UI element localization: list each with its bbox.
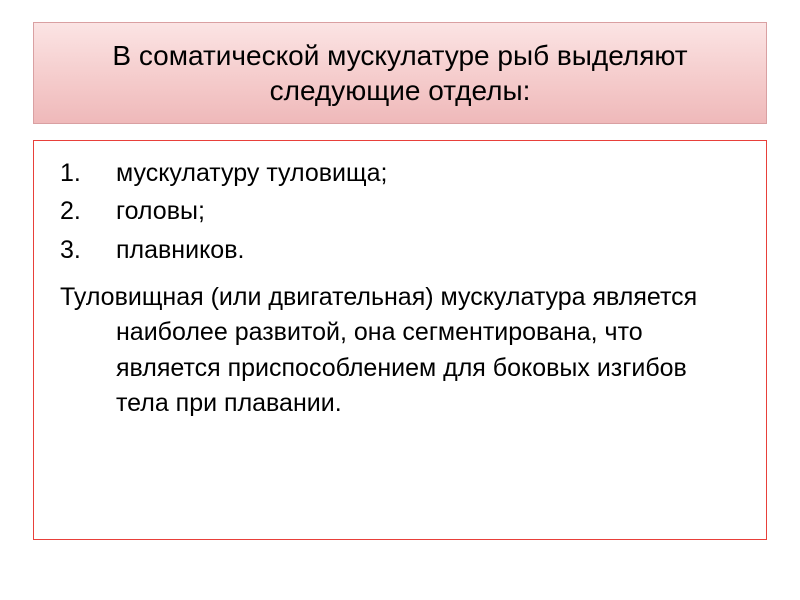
list-item-marker: 3. [60, 235, 81, 264]
list-item-label: головы; [116, 197, 205, 226]
page-title: В соматической мускулатуре рыб выделяют следующие отделы: [112, 40, 688, 106]
list-item-label: плавников. [116, 235, 245, 264]
title-box [33, 22, 767, 124]
content-box [33, 140, 767, 540]
list-item [52, 155, 742, 191]
body-paragraph: Туловищная (или двигательная) мускулатура является наиболее развитой, она сегментирована, что является приспособлением для боковых изгибов тела при плавании. [60, 282, 698, 418]
list-item-marker: 2. [60, 197, 81, 226]
list-item [52, 232, 742, 268]
list-item-label: мускулатуру туловища; [116, 159, 388, 187]
list-item [52, 193, 742, 229]
list-item-marker: 1. [60, 159, 81, 187]
numbered-list [52, 155, 742, 268]
